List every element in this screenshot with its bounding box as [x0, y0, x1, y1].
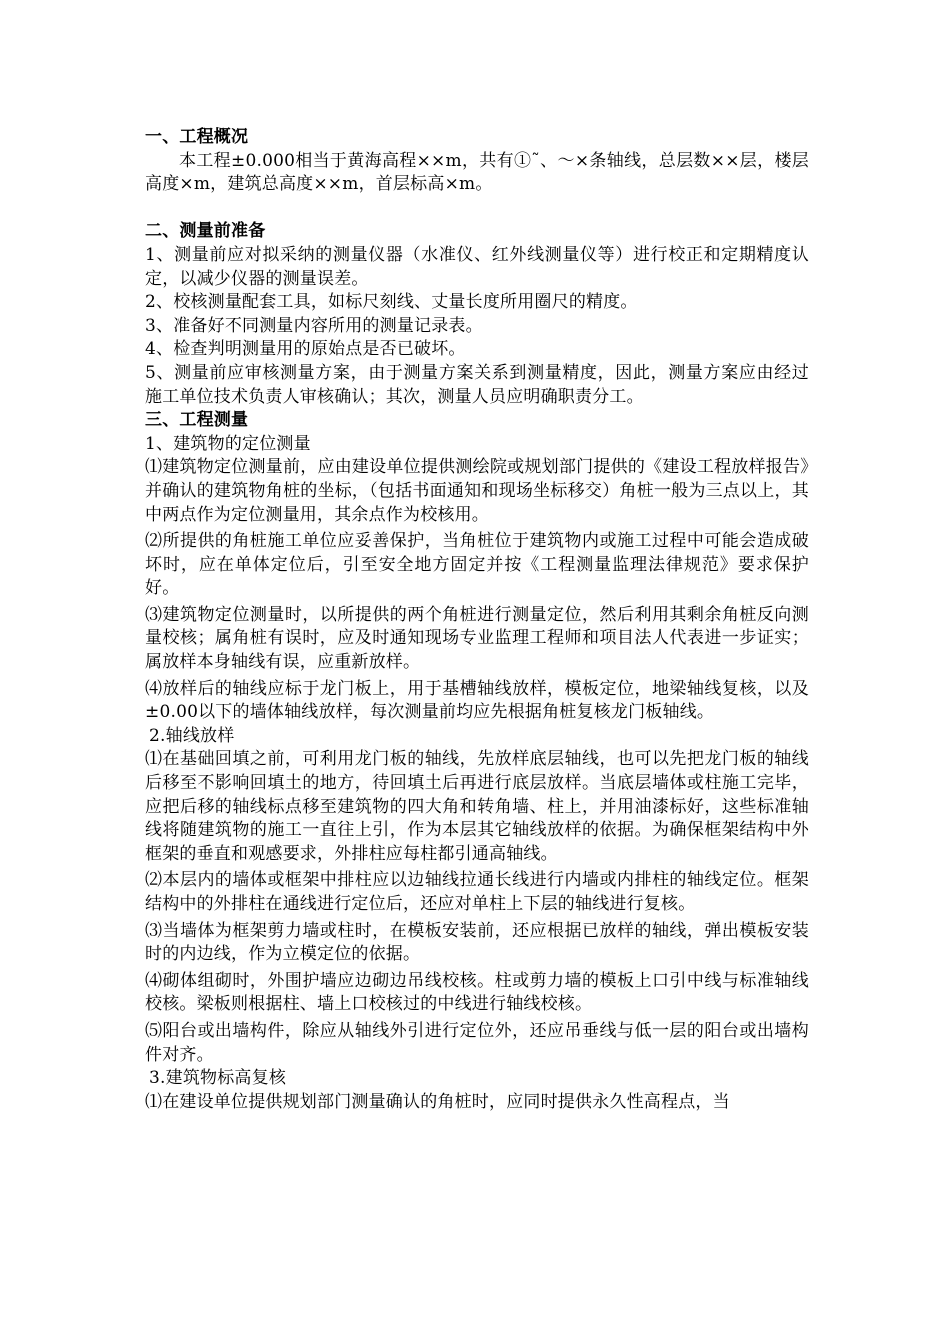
document-page — [145, 126, 809, 1114]
section-3-title: 三、工程测量 — [145, 410, 249, 431]
subsection-2-item: ⑵本层内的墙体或框架中排柱应以边轴线拉通长线进行内墙或内排柱的轴线定位。框架结构中的外排柱在通线进行定位后，还应对单柱上下层的轴线进行复核。 — [145, 870, 809, 914]
subsection-3-item: ⑴在建设单位提供规划部门测量确认的角桩时，应同时提供永久性高程点，当 — [145, 1091, 730, 1112]
subsection-2-item: ⑷砌体组砌时，外围护墙应边砌边吊线校核。柱或剪力墙的模板上口引中线与标准轴线校核。梁板则根据柱、墙上口校核过的中线进行轴线校核。 — [145, 970, 809, 1015]
section-2-item: 2、校核测量配套工具，如标尺刻线、丈量长度所用圈尺的精度。 — [145, 292, 638, 313]
subsection-2-title: 2.轴线放样 — [149, 725, 235, 746]
subsection-1-item: ⑶建筑物定位测量时，以所提供的两个角桩进行测量定位，然后利用其剩余角桩反向测量校核；属角桩有误时，应及时通知现场专业监理工程师和项目法人代表进一步证实；属放样本身轴线有误，应重新放样。 — [145, 604, 809, 673]
spacer — [145, 197, 809, 221]
subsection-2-item: ⑸阳台或出墙构件，除应从轴线外引进行定位外，还应吊垂线与低一层的阳台或出墙构件对齐。 — [145, 1020, 809, 1065]
section-2-item: 1、测量前应对拟采纳的测量仪器（水准仪、红外线测量仪等）进行校正和定期精度认定，以减少仪器的测量误差。 — [145, 244, 809, 289]
section-2-item: 3、准备好不同测量内容所用的测量记录表。 — [145, 315, 483, 336]
section-2-item: 5、测量前应审核测量方案，由于测量方案关系到测量精度，因此，测量方案应由经过施工单位技术负责人审核确认；其次，测量人员应明确职责分工。 — [145, 362, 809, 407]
section-1-title: 一、工程概况 — [145, 127, 249, 147]
section-1-body: 本工程±0.000相当于黄海高程××m，共有①˜、～×条轴线，总层数××层，楼层高度×m，建筑总高度××m，首层标高×m。 — [145, 150, 809, 195]
subsection-1-item: ⑷放样后的轴线应标于龙门板上，用于基槽轴线放样，模板定位，地梁轴线复核，以及±0.00以下的墙体轴线放样，每次测量前均应先根据角桩复核龙门板轴线。 — [145, 678, 809, 723]
subsection-2-item: ⑶当墙体为框架剪力墙或柱时，在模板安装前，还应根据已放样的轴线，弹出模板安装时的内边线，作为立模定位的依据。 — [145, 920, 809, 965]
section-2-title: 二、测量前准备 — [145, 221, 266, 242]
subsection-1-item: ⑴建筑物定位测量前，应由建设单位提供测绘院或规划部门提供的《建设工程放样报告》并确认的建筑物角桩的坐标，（包括书面通知和现场坐标移交）角桩一般为三点以上，其中两点作为定位测量用，其余点作为校核用。 — [145, 457, 809, 525]
subsection-1-item: ⑵所提供的角桩施工单位应妥善保护，当角桩位于建筑物内或施工过程中可能会造成破坏时，应在单体定位后，引至安全地方固定并按《工程测量监理法律规范》要求保护好。 — [145, 531, 809, 599]
subsection-3-title: 3.建筑物标高复核 — [149, 1068, 287, 1089]
subsection-2-item: ⑴在基础回填之前，可利用龙门板的轴线，先放样底层轴线，也可以先把龙门板的轴线后移至不影响回填土的地方，待回填土后再进行底层放样。当底层墙体或柱施工完毕，应把后移的轴线标点移至建筑物的四大角和转角墙、柱上，并用油漆标好，这些标准轴线将随建筑物的施工一直往上引，作为本层其它轴线放样的依据。为确保框架结构中外框架的垂直和观感要求，外排柱应每柱都引通高轴线。 — [145, 749, 809, 864]
section-2-item: 4、检查判明测量用的原始点是否已破坏。 — [145, 339, 466, 360]
subsection-1-title: 1、建筑物的定位测量 — [145, 433, 311, 454]
